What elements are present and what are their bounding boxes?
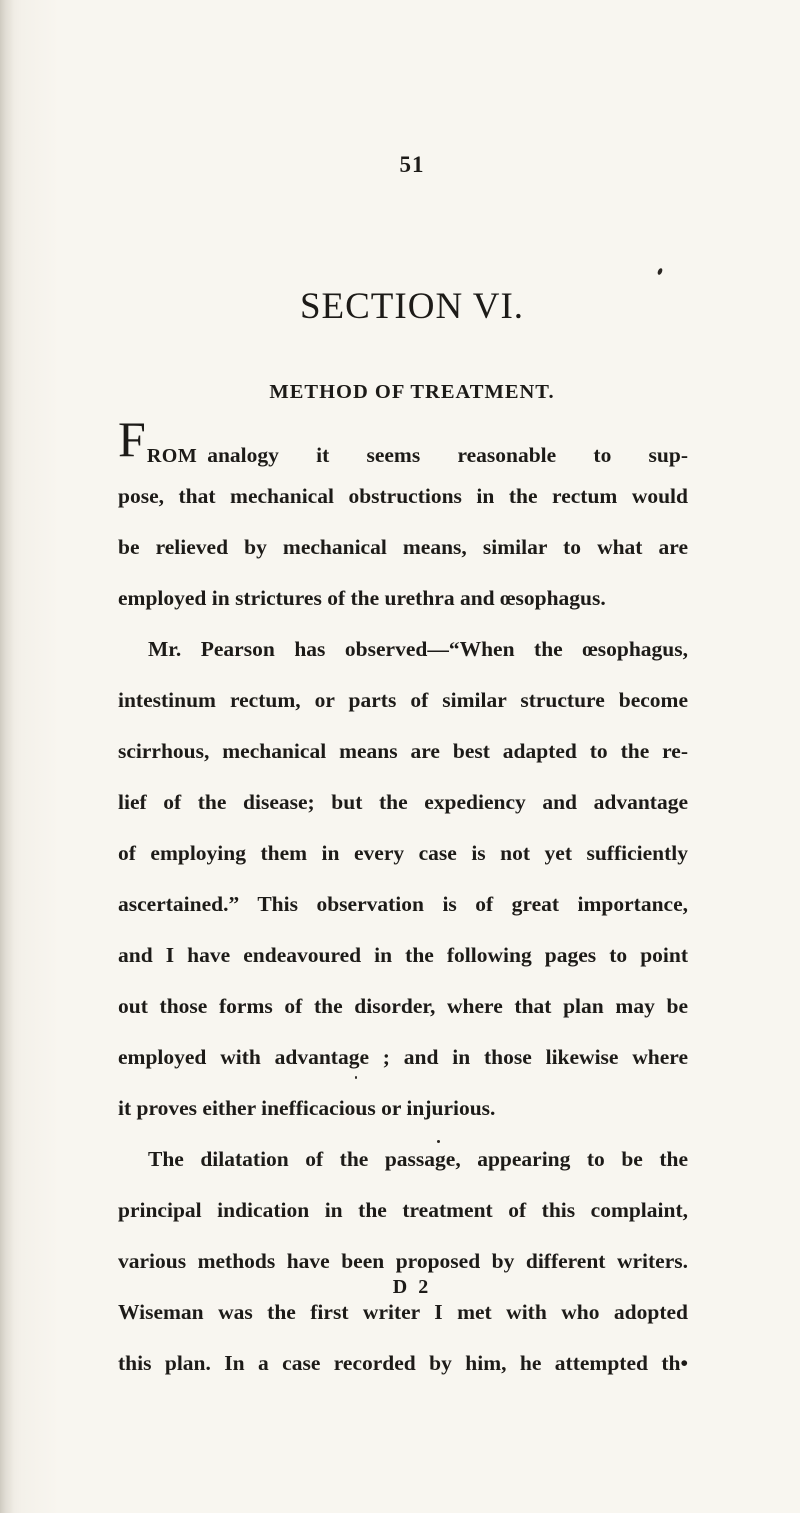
text-line: lief of the disease; but the expediency and advantage — [118, 790, 688, 814]
text-line: intestinum rectum, or parts of similar structure become — [118, 688, 688, 712]
ink-speck — [657, 267, 664, 275]
section-subheading: METHOD OF TREATMENT. — [269, 381, 555, 403]
text-line: Wiseman was the first writer I met with who adopted — [118, 1300, 688, 1324]
section-title: SECTION VI. — [299, 286, 525, 327]
drop-cap: F — [118, 411, 146, 467]
text-line: employed with advantage ; and in those likewise where — [118, 1045, 688, 1069]
text-line: ascertained.” This observation is of great importance, — [118, 892, 688, 916]
text-line: and I have endeavoured in the following pages to point — [118, 943, 688, 967]
text-line-first — [118, 411, 688, 467]
text-line: be relieved by mechanical means, similar to what are — [118, 535, 688, 559]
text-line: The dilatation of the passage, appearing to be the — [148, 1147, 688, 1171]
ink-speck — [355, 1076, 357, 1079]
text-line: pose, that mechanical obstructions in the rectum would — [118, 484, 688, 508]
ink-speck — [437, 1140, 440, 1143]
text-line: analogy it seems reasonable to sup- — [207, 443, 688, 467]
first-word-rest: ROM — [146, 445, 198, 467]
text-line: scirrhous, mechanical means are best adapted to the re- — [118, 739, 688, 763]
text-line: this plan. In a case recorded by him, he attempted th• — [118, 1351, 688, 1375]
signature-mark: D 2 — [392, 1276, 432, 1298]
text-line: of employing them in every case is not yet sufficiently — [118, 841, 688, 865]
text-line: various methods have been proposed by different writers. — [118, 1249, 688, 1273]
text-line: employed in strictures of the urethra and œsophagus. — [118, 586, 606, 610]
text-line: it proves either inefficacious or injurious. — [118, 1096, 496, 1120]
text-line: out those forms of the disorder, where that plan may be — [118, 994, 688, 1018]
text-line: principal indication in the treatment of this complaint, — [118, 1198, 688, 1222]
page-number: 51 — [399, 152, 425, 177]
text-line: Mr. Pearson has observed—“When the œsophagus, — [148, 637, 688, 661]
